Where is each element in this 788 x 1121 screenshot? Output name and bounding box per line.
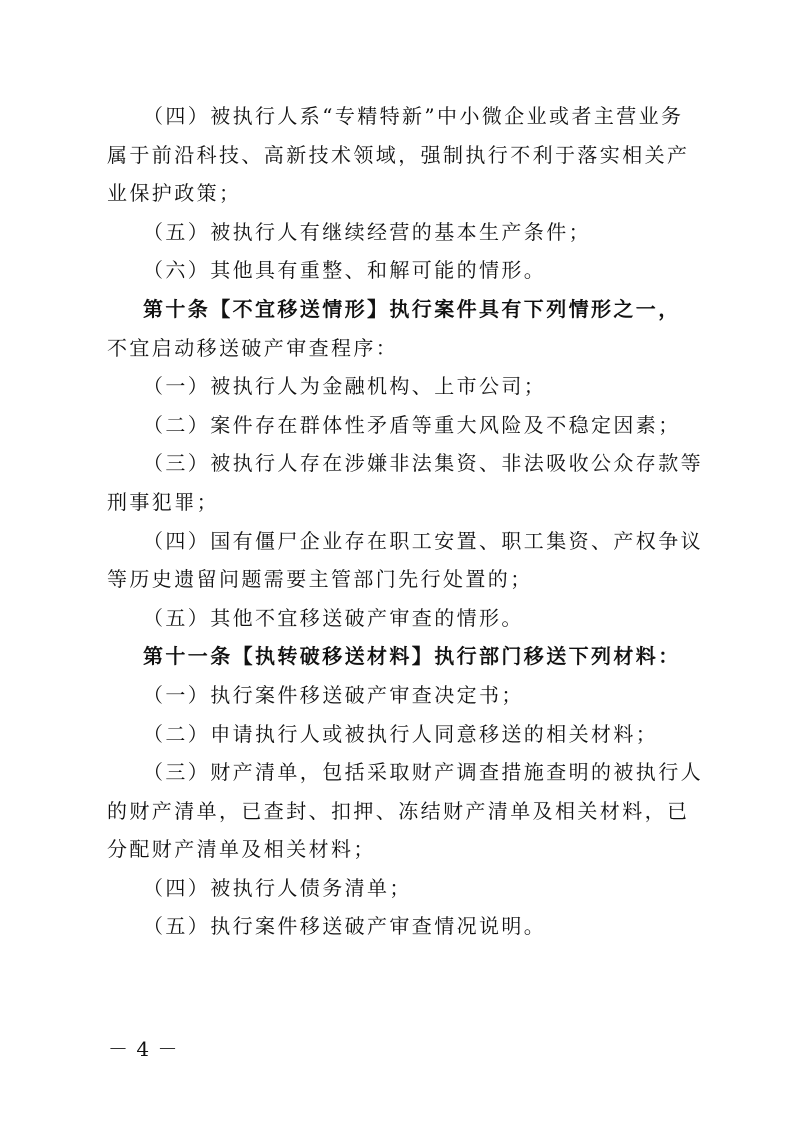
paragraph-line: 等历史遗留问题需要主管部门先行处置的； [107, 567, 533, 592]
paragraph-line: 不宜启动移送破产审查程序： [107, 335, 399, 360]
page-number: － 4 － [108, 1037, 179, 1061]
paragraph-line: （三）被执行人存在涉嫌非法集资、非法吸收公众存款等 [143, 451, 703, 476]
paragraph-line: 属于前沿科技、高新技术领域，强制执行不利于落实相关产 [107, 142, 690, 167]
paragraph-line: （一）执行案件移送破产审查决定书； [143, 682, 524, 707]
paragraph-line: （二）案件存在群体性矛盾等重大风险及不稳定因素； [143, 412, 681, 437]
article-heading-line: 第十一条【执转破移送材料】执行部门移送下列材料： [143, 644, 681, 669]
paragraph-line: （五）执行案件移送破产审查情况说明。 [143, 914, 547, 939]
article-heading-line: 第十条【不宜移送情形】执行案件具有下列情形之一， [143, 296, 681, 321]
paragraph-line: （二）申请执行人或被执行人同意移送的相关材料； [143, 721, 659, 746]
paragraph-line: 业保护政策； [107, 181, 242, 206]
paragraph-line: 的财产清单，已查封、扣押、冻结财产清单及相关材料，已 [107, 798, 690, 823]
paragraph-line: （四）被执行人系“专精特新”中小微企业或者主营业务 [143, 104, 684, 128]
paragraph-line: （三）财产清单，包括采取财产调查措施查明的被执行人 [143, 760, 703, 785]
paragraph-line: （四）被执行人债务清单； [143, 875, 412, 900]
document-body [107, 97, 703, 946]
paragraph-line: （五）被执行人有继续经营的基本生产条件； [143, 219, 591, 244]
paragraph-line: （五）其他不宜移送破产审查的情形。 [143, 605, 524, 630]
paragraph-line: 刑事犯罪； [107, 489, 219, 514]
paragraph-line: 分配财产清单及相关材料； [107, 837, 376, 862]
paragraph-line: （四）国有僵尸企业存在职工安置、职工集资、产权争议 [143, 528, 703, 553]
paragraph-line: （一）被执行人为金融机构、上市公司； [143, 374, 547, 399]
paragraph-line: （六）其他具有重整、和解可能的情形。 [143, 258, 547, 283]
